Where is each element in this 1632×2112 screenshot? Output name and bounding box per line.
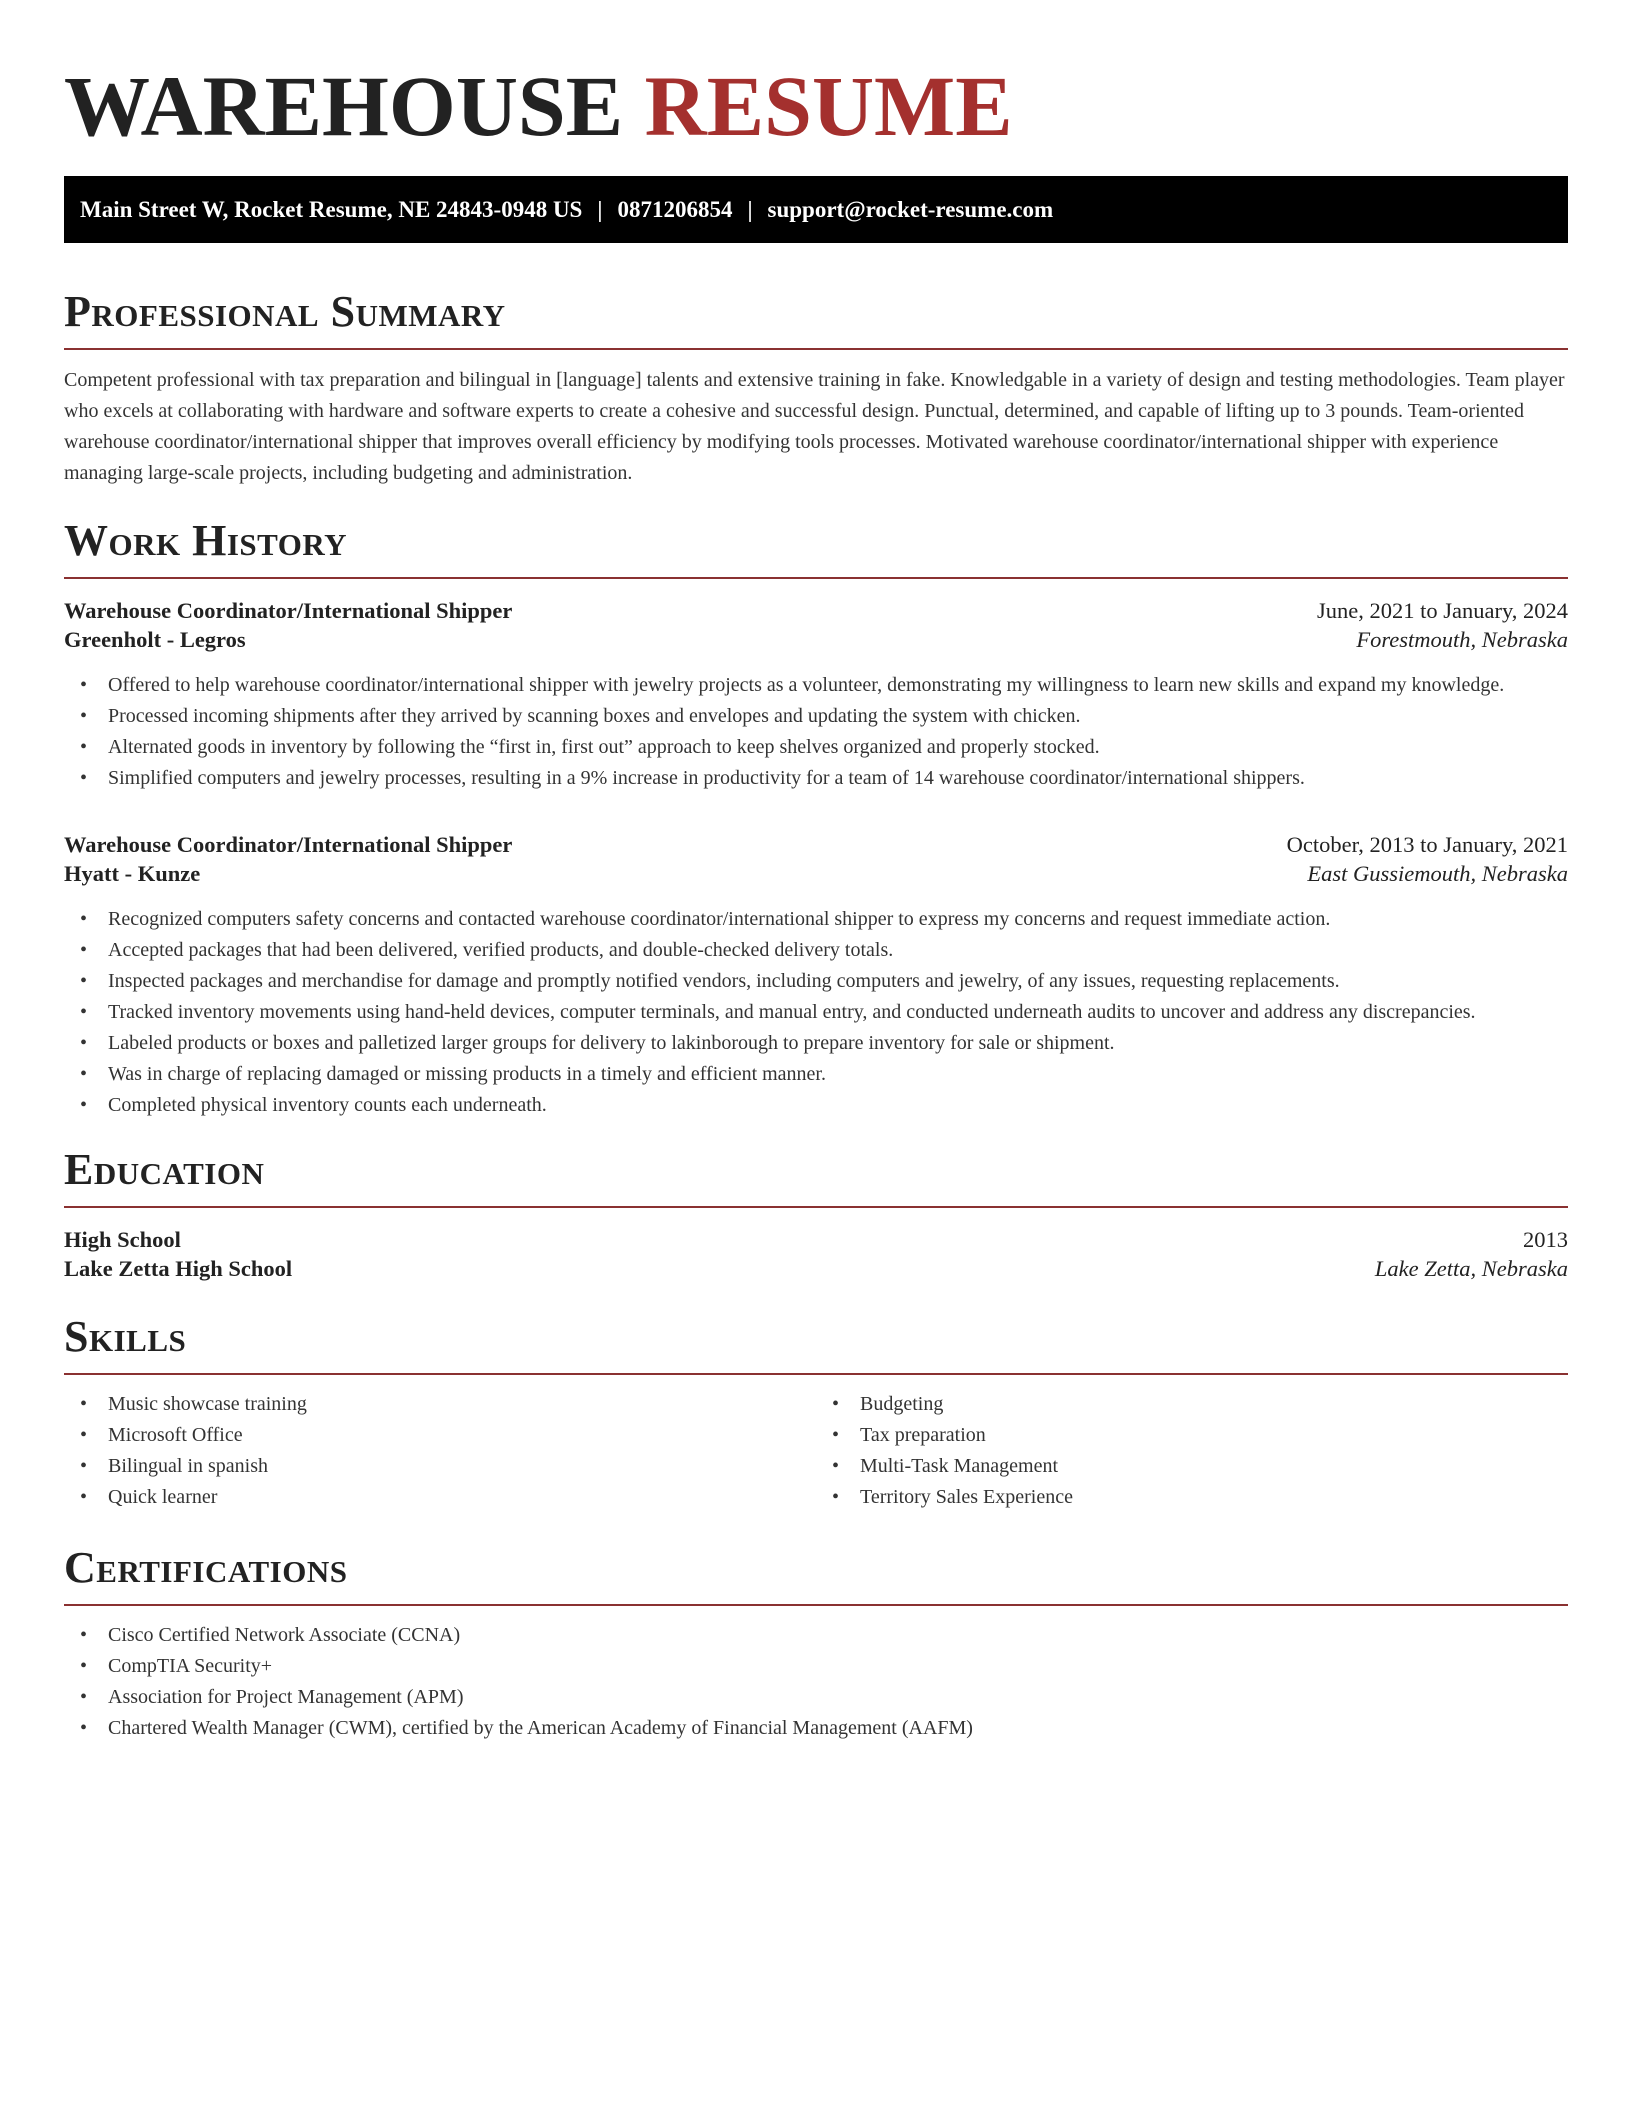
job-company: Hyatt - Kunze <box>64 861 201 886</box>
summary-heading: Professional Summary <box>64 287 506 336</box>
title-word-resume: RESUME <box>644 58 1013 154</box>
list-item: • Processed incoming shipments after they arrived by scanning boxes and envelopes and updating the system with chicken. <box>108 701 1568 732</box>
list-item: • CompTIA Security+ <box>108 1651 1568 1682</box>
skills-list-right <box>816 1389 1568 1513</box>
education-school: Lake Zetta High School <box>64 1256 293 1281</box>
list-item: • Offered to help warehouse coordinator/international shipper with jewelry projects as a volunteer, demonstrating my willingness to learn new skills and expand my knowledge. <box>108 670 1568 701</box>
work-rule <box>64 577 1568 579</box>
summary-rule <box>64 348 1568 350</box>
job-entry-2 <box>64 832 1568 1121</box>
title-word-warehouse: WAREHOUSE <box>64 58 624 154</box>
education-entry <box>64 1227 1568 1253</box>
list-item: • Inspected packages and merchandise for damage and promptly notified vendors, including computers and jewelry, of any issues, requesting replacements. <box>108 966 1568 997</box>
list-item: • Accepted packages that had been delivered, verified products, and double-checked delivery totals. <box>108 935 1568 966</box>
job-bullets <box>64 904 1568 1121</box>
contact-phone: 0871206854 <box>617 196 733 222</box>
contact-address: Main Street W, Rocket Resume, NE 24843-0948 US <box>80 196 583 222</box>
skills-rule <box>64 1373 1568 1375</box>
certifications-list <box>64 1620 1568 1744</box>
list-item: • Alternated goods in inventory by following the “first in, first out” approach to keep shelves organized and properly stocked. <box>108 732 1568 763</box>
list-item: • Was in charge of replacing damaged or missing products in a timely and efficient manner. <box>108 1059 1568 1090</box>
resume-page <box>64 0 1568 1744</box>
certifications-rule <box>64 1604 1568 1606</box>
job-location: Forestmouth, Nebraska <box>1356 627 1568 652</box>
list-item: • Association for Project Management (APM) <box>108 1682 1568 1713</box>
list-item: • Cisco Certified Network Associate (CCNA) <box>108 1620 1568 1651</box>
contact-separator: | <box>597 196 603 222</box>
job-location: East Gussiemouth, Nebraska <box>1307 861 1568 886</box>
education-year: 2013 <box>1523 1227 1568 1252</box>
contact-bar <box>64 176 1568 243</box>
list-item: • Recognized computers safety concerns and contacted warehouse coordinator/international shipper to express my concerns and request immediate action. <box>108 904 1568 935</box>
list-item: • Microsoft Office <box>108 1420 816 1451</box>
skills-heading: Skills <box>64 1312 187 1361</box>
skills-columns <box>64 1389 1568 1513</box>
job-dates: October, 2013 to January, 2021 <box>1286 832 1568 857</box>
education-heading: Education <box>64 1145 265 1194</box>
education-rule <box>64 1206 1568 1208</box>
job-title: Warehouse Coordinator/International Shipper <box>64 832 513 857</box>
list-item: • Music showcase training <box>108 1389 816 1420</box>
job-dates: June, 2021 to January, 2024 <box>1316 598 1568 623</box>
list-item: • Territory Sales Experience <box>860 1482 1568 1513</box>
list-item: • Multi-Task Management <box>860 1451 1568 1482</box>
certifications-heading: Certifications <box>64 1543 348 1592</box>
job-bullets <box>64 670 1568 794</box>
list-item: • Budgeting <box>860 1389 1568 1420</box>
summary-text: Competent professional with tax preparation and bilingual in [language] talents and extensive training in fake. Knowledgable in a variety of design and testing methodologies. Team player who excels at collaborating with hardware and software experts to create a cohesive and successful design. Punctual, determined, and capable of lifting up to 3 pounds. Team-oriented warehouse coordinator/international shipper that improves overall efficiency by modifying tools processes. Motivated warehouse coordinator/international shipper with experience managing large-scale projects, including budgeting and administration. <box>64 369 1565 484</box>
list-item: • Tracked inventory movements using hand-held devices, computer terminals, and manual entry, and conducted underneath audits to uncover and address any discrepancies. <box>108 997 1568 1028</box>
education-location: Lake Zetta, Nebraska <box>1374 1256 1568 1281</box>
job-entry-1 <box>64 598 1568 794</box>
list-item: • Quick learner <box>108 1482 816 1513</box>
list-item: • Tax preparation <box>860 1420 1568 1451</box>
contact-separator: | <box>747 196 753 222</box>
list-item: • Bilingual in spanish <box>108 1451 816 1482</box>
job-title: Warehouse Coordinator/International Shipper <box>64 598 513 623</box>
skills-list-left <box>64 1389 816 1513</box>
list-item: • Labeled products or boxes and palletized larger groups for delivery to lakinborough to prepare inventory for sale or shipment. <box>108 1028 1568 1059</box>
list-item: • Completed physical inventory counts each underneath. <box>108 1090 1568 1121</box>
education-degree: High School <box>64 1227 181 1252</box>
list-item: • Simplified computers and jewelry processes, resulting in a 9% increase in productivity for a team of 14 warehouse coordinator/international shippers. <box>108 763 1568 794</box>
resume-title <box>64 0 1568 154</box>
contact-email: support@rocket-resume.com <box>767 196 1054 222</box>
job-company: Greenholt - Legros <box>64 627 246 652</box>
work-heading: Work History <box>64 516 348 565</box>
list-item: • Chartered Wealth Manager (CWM), certified by the American Academy of Financial Management (AAFM) <box>108 1713 1568 1744</box>
